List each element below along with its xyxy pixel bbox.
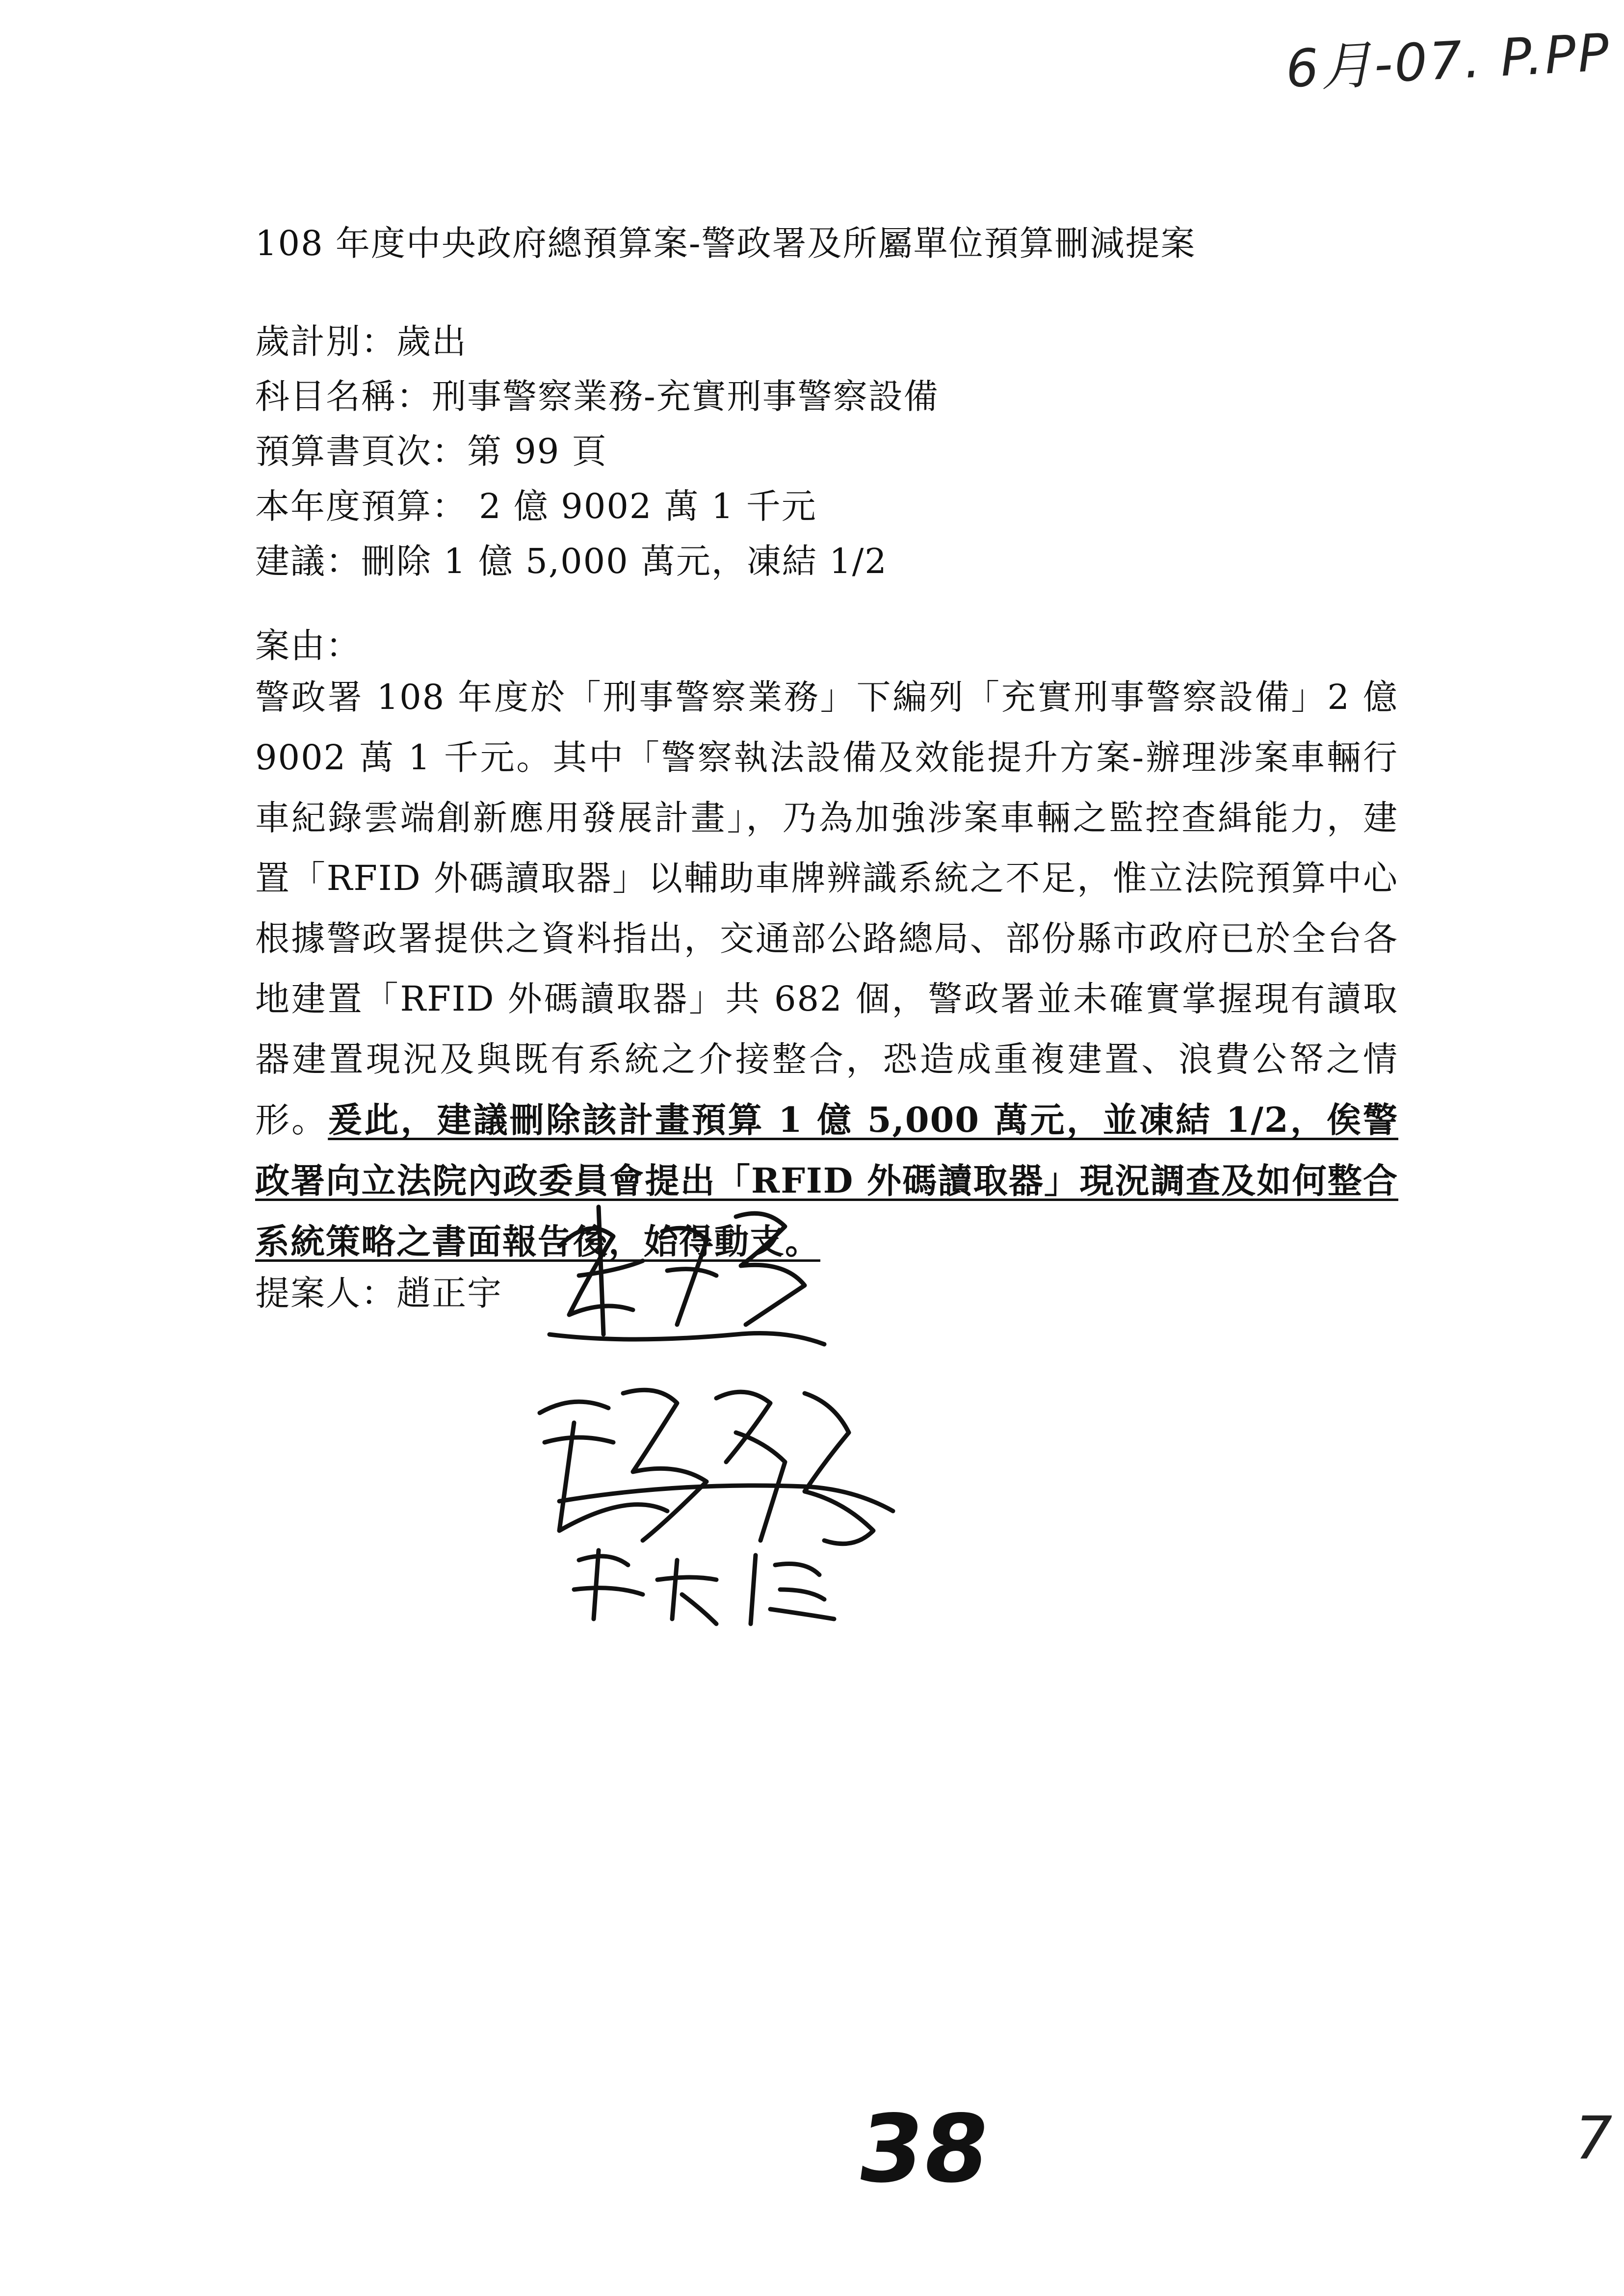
meta-subject-name: 科目名稱：刑事警察業務-充實刑事警察設備 [255,376,939,417]
handwritten-signatures [530,1187,922,1629]
meta-budget-category: 歲計別：歲出 [255,321,467,362]
handwritten-corner-mark: 7 [1575,2105,1613,2173]
page-number: 38 [851,2095,996,2203]
meta-budget-page: 預算書頁次：第 99 頁 [255,431,607,471]
proposer-line: 提案人：趙正宇 [255,1273,502,1313]
meta-recommendation: 建議：刪除 1 億 5,000 萬元，凍結 1/2 [255,541,888,581]
document-title: 108 年度中央政府總預算案-警政署及所屬單位預算刪減提案 [255,223,1196,263]
budget-meta-block [255,314,939,589]
reason-paragraph [255,667,1398,1272]
handwritten-page-note: 6月-07. P.PP [1284,22,1613,100]
reason-heading: 案由： [255,626,361,666]
reason-text: 警政署 108 年度於「刑事警察業務」下編列「充實刑事警察設備」2 億 9002 萬 1 千元。其中「警察執法設備及效能提升方案-辦理涉案車輛行車紀錄雲端創新應用發展計畫」，乃為加強涉案車輛之監控查緝能力，建置「RFID 外碼讀取器」以輔助車牌辨識系統之不足，惟立法院預算中心根據警政署提供之資料指出，交通部公路總局、部份縣市政府已於全台各地建置「RFID 外碼讀取器」共 682 個，警政署並未確實掌握現有讀取器建置現況及與既有系統之介接整合，恐造成重複建置、浪費公帑之情形。 [255,677,1398,1140]
reason-emphasis: 爰此，建議刪除該計畫預算 1 億 5,000 萬元，並凍結 1/2，俟警政署向立法院內政委員會提出「RFID 外碼讀取器」現況調查及如何整合系統策略之書面報告後，始得動支。 [255,1099,1399,1262]
meta-annual-budget: 本年度預算： 2 億 9002 萬 1 千元 [255,486,817,526]
